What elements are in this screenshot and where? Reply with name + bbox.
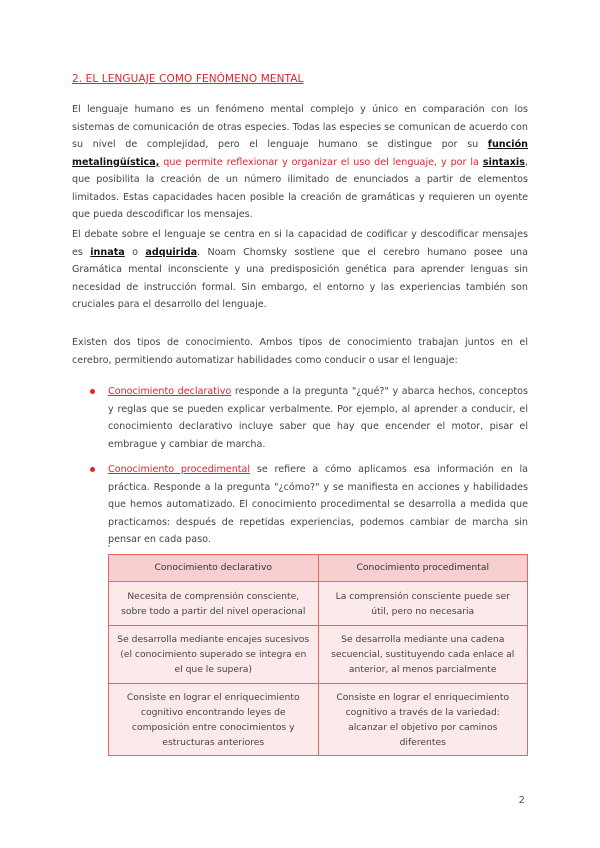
bullet-dot-icon [90,389,95,394]
bullet-text: se refiere a cómo aplicamos esa información en la práctica. Responde a la pregunta "¿cómo?" y se manifiesta en acciones y habilidades que hemos automatizado. El conocimiento procedimental se desarrolla a medida que practicamos: después de repetidas experiencias, podemos cambiar de marcha sin pensar en cada paso. [108,464,528,545]
page-number: 2 [518,795,525,806]
text-span: , que posibilita la creación de un número ilimitado de enunciados a partir de elementos limitados. Estas capacidades hacen posible la creación de gramáticas y requieren un oyente que pueda descodificar los mensajes. [72,156,528,220]
comparison-table [108,554,528,756]
bullet-declarativo [72,383,528,453]
bullet-term: Conocimiento declarativo [108,386,232,397]
table-cell: Se desarrolla mediante encajes sucesivos (el conocimiento superado se integra en el que le supera) [109,626,319,684]
paragraph-tipos-conocimiento: Existen dos tipos de conocimiento. Ambos tipos de conocimiento trabajan juntos en el cerebro, permitiendo automatizar habilidades como conducir o usar el lenguaje: [72,337,528,366]
section-heading: 2. EL LENGUAJE COMO FENÓMENO MENTAL [72,73,304,85]
bullet-term: Conocimiento procedimental [108,464,251,475]
text-span: . Noam Chomsky sostiene que el cerebro humano posee una Gramática mental inconsciente y una predisposición genética para aprender lenguas sin necesidad de instrucción formal. Sin embargo, el entorno y las experiencias también son cruciales para el desarrollo del lenguaje. [72,246,528,310]
table-cell: Consiste en lograr el enriquecimiento cognitivo a través de la variedad: alcanzar el objetivo por caminos diferentes [318,684,528,756]
term-innata: innata [90,246,125,258]
term-sintaxis: sintaxis [482,156,525,168]
text-span: o [124,246,146,258]
bullet-text: responde a la pregunta "¿qué?" y abarca hechos, conceptos y reglas que se pueden explicar verbalmente. Por ejemplo, al aprender a conducir, el conocimiento declarativo incluye saber que hay que encender el motor, pisar el embrague y cambiar de marcha. [108,386,528,450]
bullet-dot-icon [90,467,95,472]
stray-dot [108,545,110,547]
bullet-procedimental [72,461,528,549]
table-cell: La comprensión consciente puede ser útil, pero no necesaria [318,582,528,626]
table-cell: Se desarrolla mediante una cadena secuencial, sustituyendo cada enlace al anterior, al menos parcialmente [318,626,528,684]
term-funcion-metalinguistica: función metalingüística, [72,139,528,168]
table-cell: Necesita de comprensión consciente, sobre todo a partir del nivel operacional [109,582,319,626]
table-header-cell: Conocimiento procedimental [318,555,528,582]
table-row [109,582,528,626]
text-span-red: que permite reflexionar y organizar el uso del lenguaje, y por la [159,156,483,168]
table-row [109,626,528,684]
text-span: El debate sobre el lenguaje se centra en si la capacidad de codificar y descodificar mensajes es [72,229,528,258]
bullet-list [72,383,528,557]
table-cell: Consiste en lograr el enriquecimiento cognitivo encontrando leyes de composición entre conocimientos y estructuras anteriores [109,684,319,756]
table-header-row [109,555,528,582]
table-header-cell: Conocimiento declarativo [109,555,319,582]
text-span: El lenguaje humano es un fenómeno mental complejo y único en comparación con los sistemas de comunicación de otras especies. Todas las especies se comunican de acuerdo con su nivel de complejidad, pero el lenguaje humano se distingue por su [72,104,528,150]
table-row [109,684,528,756]
term-adquirida: adquirida [145,246,198,258]
paragraph-debate [72,226,528,314]
paragraph-lenguaje-humano [72,101,528,224]
